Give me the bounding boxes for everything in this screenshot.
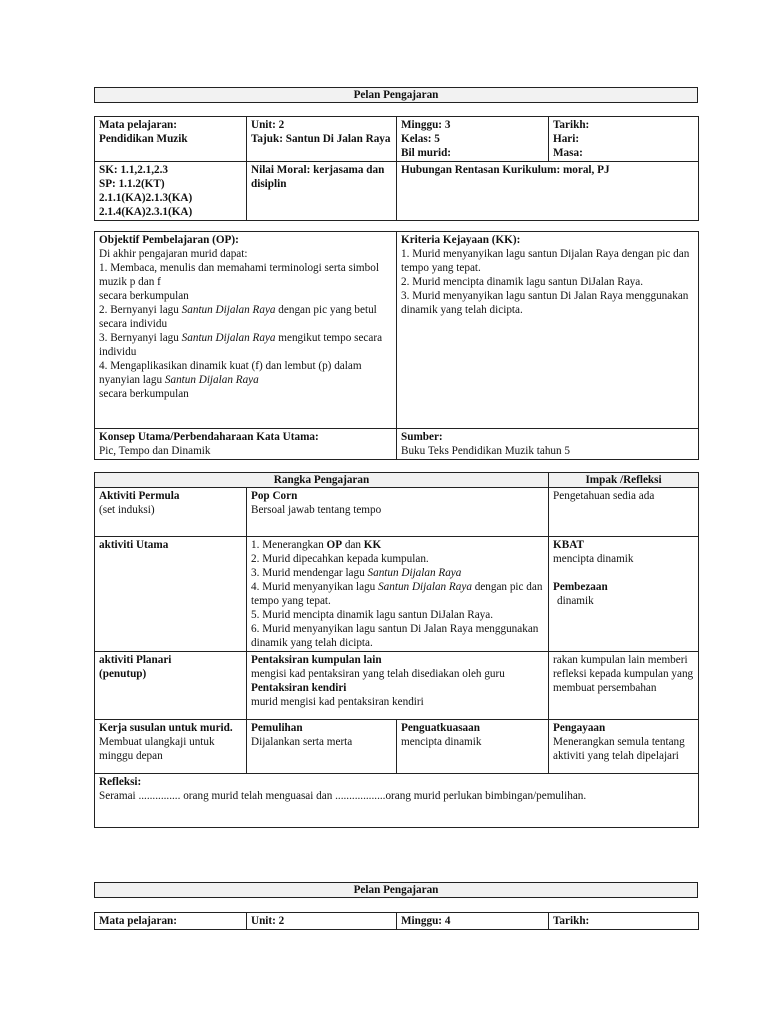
utama-item: 6. Murid menyanyikan lagu santun Di Jalan Raya menggunakan dinamik yang telah dicipta. bbox=[251, 623, 539, 649]
kriteria-item: 1. Murid menyanyikan lagu santun Dijalan Raya dengan pic dan tempo yang tepat. bbox=[401, 248, 690, 274]
permula-title: Pop Corn bbox=[251, 490, 298, 502]
utama-item: 3. Murid mendengar lagu Santun Dijalan Raya bbox=[251, 567, 462, 579]
objektif-item: 2. Bernyanyi lagu Santun Dijalan Raya dengan pic yang betul secara individu bbox=[99, 304, 377, 330]
objektif-table bbox=[94, 231, 699, 460]
utama-label: aktiviti Utama bbox=[95, 537, 247, 652]
next-mata-pelajaran-label: Mata pelajaran: bbox=[95, 913, 247, 930]
planari-content-cell bbox=[247, 652, 549, 720]
sk-line: SK: 1.1,2.1,2.3 bbox=[99, 164, 168, 176]
rangka-table bbox=[94, 472, 699, 828]
utama-impak-cell bbox=[549, 537, 699, 652]
pengayaan-heading: Pengayaan bbox=[553, 722, 606, 734]
kriteria-cell bbox=[397, 232, 699, 429]
mata-pelajaran-cell bbox=[95, 117, 247, 162]
utama-item: 2. Murid dipecahkan kepada kumpulan. bbox=[251, 553, 429, 565]
next-minggu-label: Minggu: 4 bbox=[397, 913, 549, 930]
objektif-list bbox=[99, 261, 392, 401]
permula-impak: Pengetahuan sedia ada bbox=[549, 488, 699, 537]
bil-murid-label: Bil murid: bbox=[401, 147, 452, 159]
minggu-label: Minggu: 3 bbox=[401, 119, 451, 131]
next-unit-label: Unit: 2 bbox=[247, 913, 397, 930]
unit-label: Unit: 2 bbox=[251, 119, 285, 131]
planari-impak: rakan kumpulan lain memberi refleksi kepada kumpulan yang membuat persembahan bbox=[549, 652, 699, 720]
permula-sub: (set induksi) bbox=[99, 504, 155, 516]
refleksi-cell bbox=[95, 774, 699, 828]
permula-desc: Bersoal jawab tentang tempo bbox=[251, 504, 382, 516]
kelas-label: Kelas: 5 bbox=[401, 133, 440, 145]
hari-label: Hari: bbox=[553, 133, 580, 145]
objektif-intro: Di akhir pengajaran murid dapat: bbox=[99, 248, 248, 260]
objektif-cell bbox=[95, 232, 397, 429]
planari-desc-1: mengisi kad pentaksiran yang telah disediakan oleh guru bbox=[251, 668, 505, 680]
objektif-item: 1. Membaca, menulis dan memahami terminologi serta simbol muzik p dan f bbox=[99, 262, 379, 288]
konsep-cell bbox=[95, 429, 397, 460]
planari-label: aktiviti Planari bbox=[99, 654, 172, 666]
info-table bbox=[94, 116, 699, 221]
kriteria-item: 2. Murid mencipta dinamik lagu santun DiJalan Raya. bbox=[401, 276, 644, 288]
konsep-value: Pic, Tempo dan Dinamik bbox=[99, 445, 211, 457]
utama-item: 5. Murid mencipta dinamik lagu santun DiJalan Raya. bbox=[251, 609, 494, 621]
kerja-desc: Membuat ulangkaji untuk minggu depan bbox=[99, 736, 215, 762]
objektif-item: 3. Bernyanyi lagu Santun Dijalan Raya mengikut tempo secara individu bbox=[99, 332, 383, 358]
pemulihan-desc: Dijalankan serta merta bbox=[251, 736, 353, 748]
pembezaan-value: dinamik bbox=[557, 595, 594, 607]
sk-cell bbox=[95, 162, 247, 221]
minggu-cell bbox=[397, 117, 549, 162]
planari-heading-2: Pentaksiran kendiri bbox=[251, 682, 347, 694]
refleksi-desc: Seramai ............... orang murid telah menguasai dan ..................orang murid perlukan bimbingan/pemulihan. bbox=[99, 790, 587, 802]
utama-list bbox=[251, 538, 544, 650]
sumber-cell bbox=[397, 429, 699, 460]
hubungan-cell: Hubungan Rentasan Kurikulum: moral, PJ bbox=[397, 162, 699, 221]
rangka-header: Rangka Pengajaran bbox=[95, 473, 549, 488]
next-info-table bbox=[94, 912, 699, 930]
impak-header: Impak /Refleksi bbox=[549, 473, 699, 488]
nilai-moral-cell: Nilai Moral: kerjasama dan disiplin bbox=[247, 162, 397, 221]
objektif-item: secara berkumpulan bbox=[99, 388, 189, 400]
spacer bbox=[553, 566, 694, 580]
planari-heading-1: Pentaksiran kumpulan lain bbox=[251, 654, 382, 666]
mata-pelajaran-value: Pendidikan Muzik bbox=[99, 133, 188, 145]
utama-item: 1. Menerangkan OP dan KK bbox=[251, 539, 382, 551]
kriteria-heading: Kriteria Kejayaan (KK): bbox=[401, 234, 521, 246]
objektif-heading: Objektif Pembelajaran (OP): bbox=[99, 234, 239, 246]
mata-pelajaran-label: Mata pelajaran: bbox=[99, 119, 177, 131]
kriteria-item: 3. Murid menyanyikan lagu santun Di Jalan Raya menggunakan dinamik yang telah dicipta. bbox=[401, 290, 689, 316]
pembezaan-label: Pembezaan bbox=[553, 581, 608, 593]
planari-desc-2: murid mengisi kad pentaksiran kendiri bbox=[251, 696, 424, 708]
objektif-item: secara berkumpulan bbox=[99, 290, 189, 302]
permula-content-cell bbox=[247, 488, 549, 537]
sumber-value: Buku Teks Pendidikan Muzik tahun 5 bbox=[401, 445, 570, 457]
konsep-heading: Konsep Utama/Perbendaharaan Kata Utama: bbox=[99, 431, 319, 443]
pemulihan-heading: Pemulihan bbox=[251, 722, 303, 734]
kbat-value: mencipta dinamik bbox=[553, 553, 634, 565]
planari-label-cell bbox=[95, 652, 247, 720]
planari-sub: (penutup) bbox=[99, 668, 147, 680]
utama-content-cell bbox=[247, 537, 549, 652]
kerja-label: Kerja susulan untuk murid. bbox=[99, 722, 233, 734]
pengukuhan-cell bbox=[397, 720, 549, 774]
kerja-cell bbox=[95, 720, 247, 774]
pengayaan-cell bbox=[549, 720, 699, 774]
permula-label-cell bbox=[95, 488, 247, 537]
sk-line: 2.1.4(KA)2.3.1(KA) bbox=[99, 206, 193, 218]
pemulihan-cell bbox=[247, 720, 397, 774]
sk-line: SP: 1.1.2(KT) bbox=[99, 178, 165, 190]
masa-label: Masa: bbox=[553, 147, 583, 159]
page-title: Pelan Pengajaran bbox=[94, 87, 698, 103]
sumber-heading: Sumber: bbox=[401, 431, 443, 443]
pengukuhan-heading: Penguatkuasaan bbox=[401, 722, 480, 734]
utama-item: 4. Murid menyanyikan lagu Santun Dijalan Raya dengan pic dan tempo yang tepat. bbox=[251, 581, 543, 607]
tarikh-label: Tarikh: bbox=[553, 119, 590, 131]
tajuk-label: Tajuk: Santun Di Jalan Raya bbox=[251, 133, 391, 145]
refleksi-heading: Refleksi: bbox=[99, 776, 142, 788]
pengukuhan-desc: mencipta dinamik bbox=[401, 736, 482, 748]
pengayaan-desc: Menerangkan semula tentang aktiviti yang telah dipelajari bbox=[553, 736, 685, 762]
next-page-title: Pelan Pengajaran bbox=[94, 882, 698, 898]
unit-cell bbox=[247, 117, 397, 162]
permula-label: Aktiviti Permula bbox=[99, 490, 180, 502]
sk-line: 2.1.1(KA)2.1.3(KA) bbox=[99, 192, 193, 204]
kbat-label: KBAT bbox=[553, 539, 584, 551]
next-tarikh-label: Tarikh: bbox=[549, 913, 699, 930]
objektif-item: 4. Mengaplikasikan dinamik kuat (f) dan lembut (p) dalam nyanyian lagu Santun Dijalan Raya bbox=[99, 360, 362, 386]
tarikh-cell bbox=[549, 117, 699, 162]
